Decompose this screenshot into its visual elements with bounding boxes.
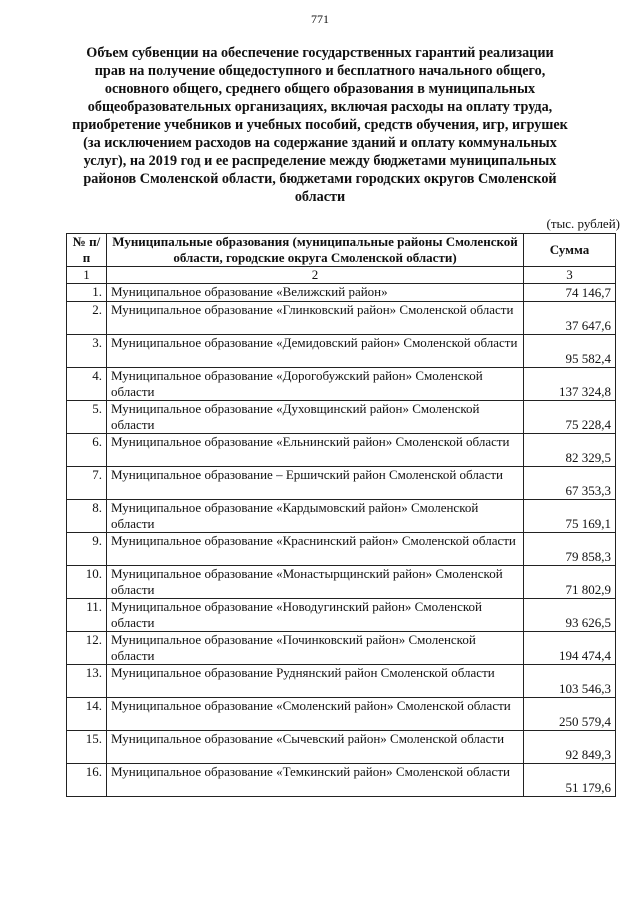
header-municipality: Муниципальные образования (муниципальные районы Смоленской области, городские округа Смоленской области) bbox=[107, 234, 524, 267]
row-sum: 93 626,5 bbox=[524, 599, 616, 632]
row-sum: 75 228,4 bbox=[524, 401, 616, 434]
row-sum: 250 579,4 bbox=[524, 698, 616, 731]
row-municipality: Муниципальное образование «Глинковский район» Смоленской области bbox=[107, 302, 524, 335]
row-number: 5. bbox=[67, 401, 107, 434]
row-sum: 103 546,3 bbox=[524, 665, 616, 698]
row-municipality: Муниципальное образование «Ельнинский район» Смоленской области bbox=[107, 434, 524, 467]
subvention-table bbox=[66, 233, 616, 797]
table-row bbox=[67, 401, 616, 434]
row-number: 4. bbox=[67, 368, 107, 401]
row-sum: 194 474,4 bbox=[524, 632, 616, 665]
row-municipality: Муниципальное образование – Ершичский район Смоленской области bbox=[107, 467, 524, 500]
row-number: 9. bbox=[67, 533, 107, 566]
table-row bbox=[67, 731, 616, 764]
row-municipality: Муниципальное образование Руднянский район Смоленской области bbox=[107, 665, 524, 698]
table-row bbox=[67, 698, 616, 731]
row-sum: 95 582,4 bbox=[524, 335, 616, 368]
table-row bbox=[67, 467, 616, 500]
row-sum: 82 329,5 bbox=[524, 434, 616, 467]
row-municipality: Муниципальное образование «Краснинский район» Смоленской области bbox=[107, 533, 524, 566]
row-number: 7. bbox=[67, 467, 107, 500]
table-row bbox=[67, 599, 616, 632]
row-municipality: Муниципальное образование «Новодугинский район» Смоленской области bbox=[107, 599, 524, 632]
row-number: 8. bbox=[67, 500, 107, 533]
row-sum: 51 179,6 bbox=[524, 764, 616, 797]
unit-note: (тыс. рублей) bbox=[546, 216, 620, 231]
row-number: 14. bbox=[67, 698, 107, 731]
table-row bbox=[67, 665, 616, 698]
table-row bbox=[67, 764, 616, 797]
row-number: 11. bbox=[67, 599, 107, 632]
row-sum: 79 858,3 bbox=[524, 533, 616, 566]
row-number: 1. bbox=[67, 284, 107, 302]
row-number: 6. bbox=[67, 434, 107, 467]
row-number: 10. bbox=[67, 566, 107, 599]
table-row bbox=[67, 500, 616, 533]
row-municipality: Муниципальное образование «Темкинский район» Смоленской области bbox=[107, 764, 524, 797]
row-number: 12. bbox=[67, 632, 107, 665]
row-municipality: Муниципальное образование «Смоленский район» Смоленской области bbox=[107, 698, 524, 731]
row-municipality: Муниципальное образование «Демидовский район» Смоленской области bbox=[107, 335, 524, 368]
column-number: 3 bbox=[524, 267, 616, 284]
column-number-row bbox=[67, 267, 616, 284]
table-row bbox=[67, 302, 616, 335]
row-sum: 71 802,9 bbox=[524, 566, 616, 599]
row-number: 2. bbox=[67, 302, 107, 335]
table-row bbox=[67, 335, 616, 368]
page-number: 771 bbox=[311, 12, 329, 26]
row-number: 15. bbox=[67, 731, 107, 764]
row-municipality: Муниципальное образование «Монастырщинский район» Смоленской области bbox=[107, 566, 524, 599]
row-municipality: Муниципальное образование «Велижский район» bbox=[107, 284, 524, 302]
row-municipality: Муниципальное образование «Духовщинский район» Смоленской области bbox=[107, 401, 524, 434]
table-row bbox=[67, 368, 616, 401]
row-number: 16. bbox=[67, 764, 107, 797]
table-row bbox=[67, 566, 616, 599]
row-sum: 67 353,3 bbox=[524, 467, 616, 500]
header-sum: Сумма bbox=[524, 234, 616, 267]
row-sum: 75 169,1 bbox=[524, 500, 616, 533]
table-row bbox=[67, 632, 616, 665]
row-number: 13. bbox=[67, 665, 107, 698]
row-municipality: Муниципальное образование «Сычевский район» Смоленской области bbox=[107, 731, 524, 764]
row-sum: 137 324,8 bbox=[524, 368, 616, 401]
table-row bbox=[67, 533, 616, 566]
table-row bbox=[67, 434, 616, 467]
row-municipality: Муниципальное образование «Починковский район» Смоленской области bbox=[107, 632, 524, 665]
column-number: 2 bbox=[107, 267, 524, 284]
document-title: Объем субвенции на обеспечение государственных гарантий реализации прав на получение общедоступного и бесплатного начального общего, основного общего, среднего общего образования в муниципальных общеобразовательных организациях, включая расходы на оплату труда, приобретение учебников и учебных пособий, средств обучения, игр, игрушек (за исключением расходов на содержание зданий и оплату коммунальных услуг), на 2019 год и ее распределение между бюджетами муниципальных районов Смоленской области, бюджетами городских округов Смоленской области bbox=[72, 45, 568, 205]
row-sum: 74 146,7 bbox=[524, 284, 616, 302]
row-number: 3. bbox=[67, 335, 107, 368]
row-municipality: Муниципальное образование «Дорогобужский район» Смоленской области bbox=[107, 368, 524, 401]
column-number: 1 bbox=[67, 267, 107, 284]
row-municipality: Муниципальное образование «Кардымовский район» Смоленской области bbox=[107, 500, 524, 533]
row-sum: 37 647,6 bbox=[524, 302, 616, 335]
table-header-row bbox=[67, 234, 616, 267]
header-number: № п/п bbox=[67, 234, 107, 267]
row-sum: 92 849,3 bbox=[524, 731, 616, 764]
table-row bbox=[67, 284, 616, 302]
